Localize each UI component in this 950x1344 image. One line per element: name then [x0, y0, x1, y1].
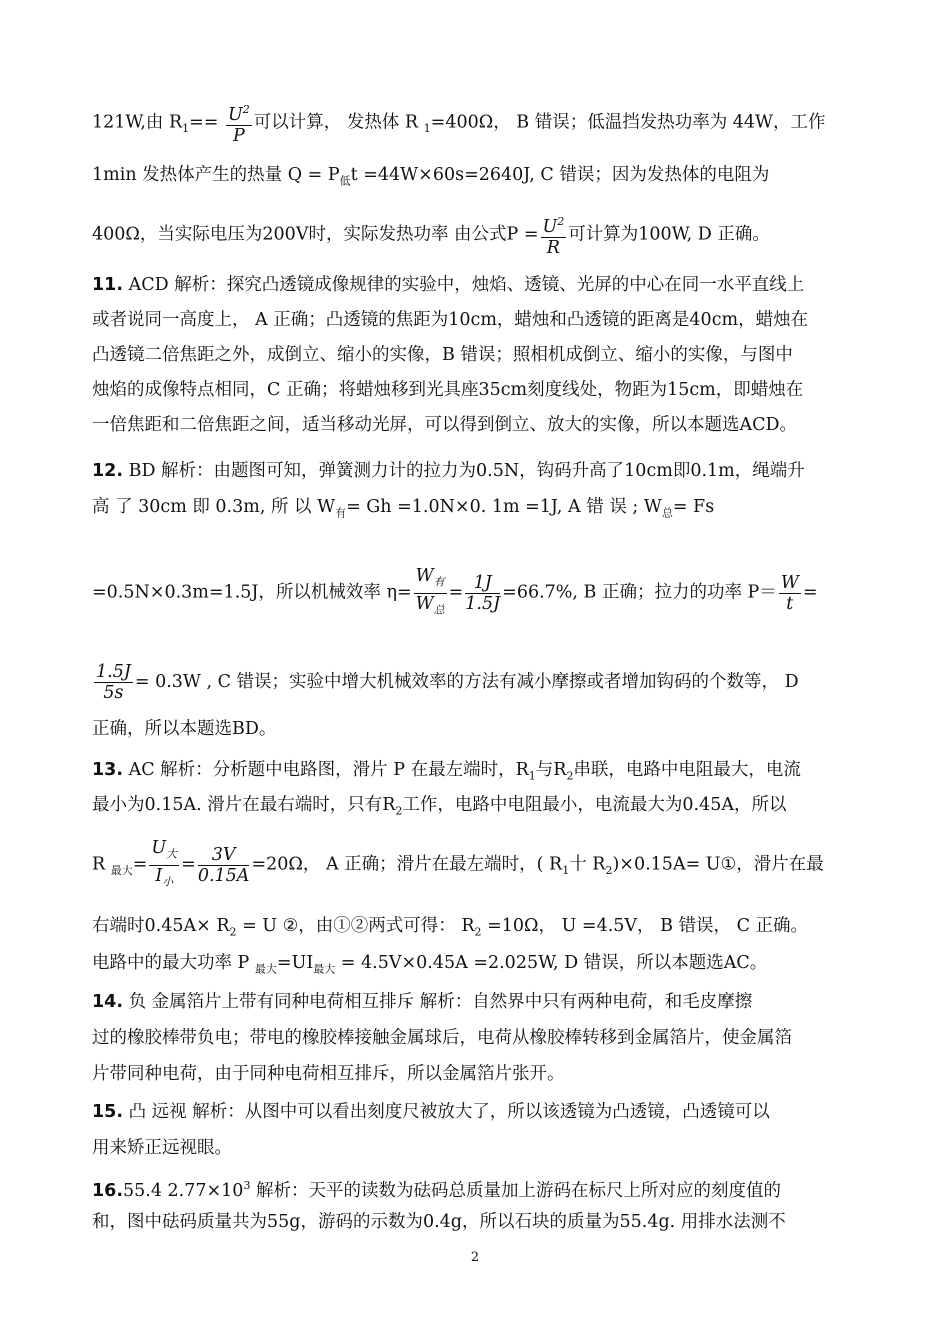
text-line: 正确，所以本题选BD。 — [92, 719, 277, 739]
text-line: 过的橡胶棒带负电；带电的橡胶棒接触金属球后，电荷从橡胶棒转移到金属箔片，使金属箔 — [92, 1028, 792, 1048]
text-line: 或者说同一高度上， A 正确；凸透镜的焦距为10cm，蜡烛和凸透镜的距离是40cm，蜡烛在 — [92, 310, 809, 330]
text-line: 400Ω，当实际电压为200V时，实际发热功率 由公式P = $\frac{U^2}{R}$ 可计算为100W, D 正确。 — [92, 212, 770, 258]
formula-3v-over-015a: $\frac{3V}{0.15A}$ — [197, 844, 250, 886]
formula-w-over-t: $\frac{W}{t}$ — [780, 572, 799, 614]
question-13: 13. AC 解析：分析题中电路图，滑片 P 在最左端时，$R_1$与$R_2$串联，电路中电阻最大，电流 — [92, 760, 801, 783]
formula-wyou-over-wzong: $\frac{W_有}{W_总}$ — [415, 566, 445, 616]
text-line: 最小为0.15A. 滑片在最右端时，只有$R_2$工作，电路中电阻最小，电流最大为0.45A，所以 — [92, 795, 787, 818]
formula-uda-over-ixiao: $\frac{U_大}{I_小}$ — [151, 838, 178, 888]
formula-u2-over-r: $\frac{U^2}{R}$ — [541, 212, 567, 258]
page-number: 2 — [470, 1250, 480, 1265]
question-12: 12. BD 解析：由题图可知，弹簧测力计的拉力为0.5N，钩码升高了10cm即0.1m，绳端升 — [92, 461, 805, 481]
question-16: 16.55.4 $2.77\times 10^3$ 解析：天平的读数为砝码总质量加上游码在标尺上所对应的刻度值的 — [92, 1179, 782, 1201]
text-line: 1min 发热体产生的热量 $Q = P_低t =44W\times 60s=2640J$, C 错误；因为发热体的电阻为 — [92, 165, 770, 188]
formula-u2-over-p: $\frac{U^2}{P}$ — [226, 100, 252, 146]
question-14: 14. 负 金属箔片上带有同种电荷相互排斥 解析：自然界中只有两种电荷，和毛皮摩擦 — [92, 992, 753, 1012]
question-15: 15. 凸 远视 解析：从图中可以看出刻度尺被放大了，所以该透镜为凸透镜，凸透镜可以 — [92, 1102, 770, 1122]
text-line: 用来矫正远视眼。 — [92, 1138, 232, 1158]
text-line: 电路中的最大功率 P $_{最大}=UI_{最大} = 4.5V\times 0.45A =2.025W$, D 错误，所以本题选AC。 — [92, 953, 768, 976]
text-line: 高 了 30cm 即 0.3m, 所 以 $W_有= Gh =1.0N\times 0$. 1m =1J, A 错 误 ; $W_总= Fs$ — [92, 497, 715, 520]
text-line: 右端时$0.45A\times R_2 = U$ ②，由①②两式可得： $R_2 =10\Omega$， U =4.5V， B 错误， C 正确。 — [92, 916, 809, 939]
text-line: 烛焰的成像特点相同，C 正确；将蜡烛移到光具座35cm刻度线处，物距为15cm，即蜡烛在 — [92, 380, 804, 400]
text-line: =0.5N×0.3m=1.5J，所以机械效率 η= $\frac{W_有}{W_总}$ = $\frac{1J}{1.5J}$ =66.7%, B 正确；拉力的功率 P＝ $\frac{W}{t}$ = — [92, 566, 817, 620]
formula-1j-over-15j: $\frac{1J}{1.5J}$ — [465, 572, 501, 614]
text-line: R $_{最大}$= $\frac{U_大}{I_小}$ = $\frac{3V}{0.15A}$ =20Ω， A 正确；滑片在最左端时，( $R_1$十 $R_2)\times 0.15A=$ U①，滑片在最 — [92, 838, 824, 892]
text-line: 121W,由 $R_1==$ $\frac{U^2}{P}$ 可以计算， 发热体 R $_1$=400Ω， B 错误；低温挡发热功率为 44W，工作 — [92, 100, 826, 146]
text-line: $\frac{1.5J}{5s}$ = 0.3W , C 错误；实验中增大机械效率的方法有减小摩擦或者增加钩码的个数等， D — [96, 662, 799, 703]
formula-15j-over-5s: $\frac{1.5J}{5s}$ — [96, 662, 131, 703]
text-line: 凸透镜二倍焦距之外，成倒立、缩小的实像，B 错误；照相机成倒立、缩小的实像，与图中 — [92, 345, 793, 365]
text-line: 和，图中砝码质量共为55g，游码的示数为0.4g，所以石块的质量为55.4g. 用排水法测不 — [92, 1212, 786, 1232]
text-line: 一倍焦距和二倍焦距之间，适当移动光屏，可以得到倒立、放大的实像，所以本题选ACD。 — [92, 415, 798, 435]
text-line: 片带同种电荷，由于同种电荷相互排斥，所以金属箔片张开。 — [92, 1064, 565, 1084]
question-11: 11. ACD 解析：探究凸透镜成像规律的实验中，烛焰、透镜、光屏的中心在同一水平直线上 — [92, 275, 805, 295]
